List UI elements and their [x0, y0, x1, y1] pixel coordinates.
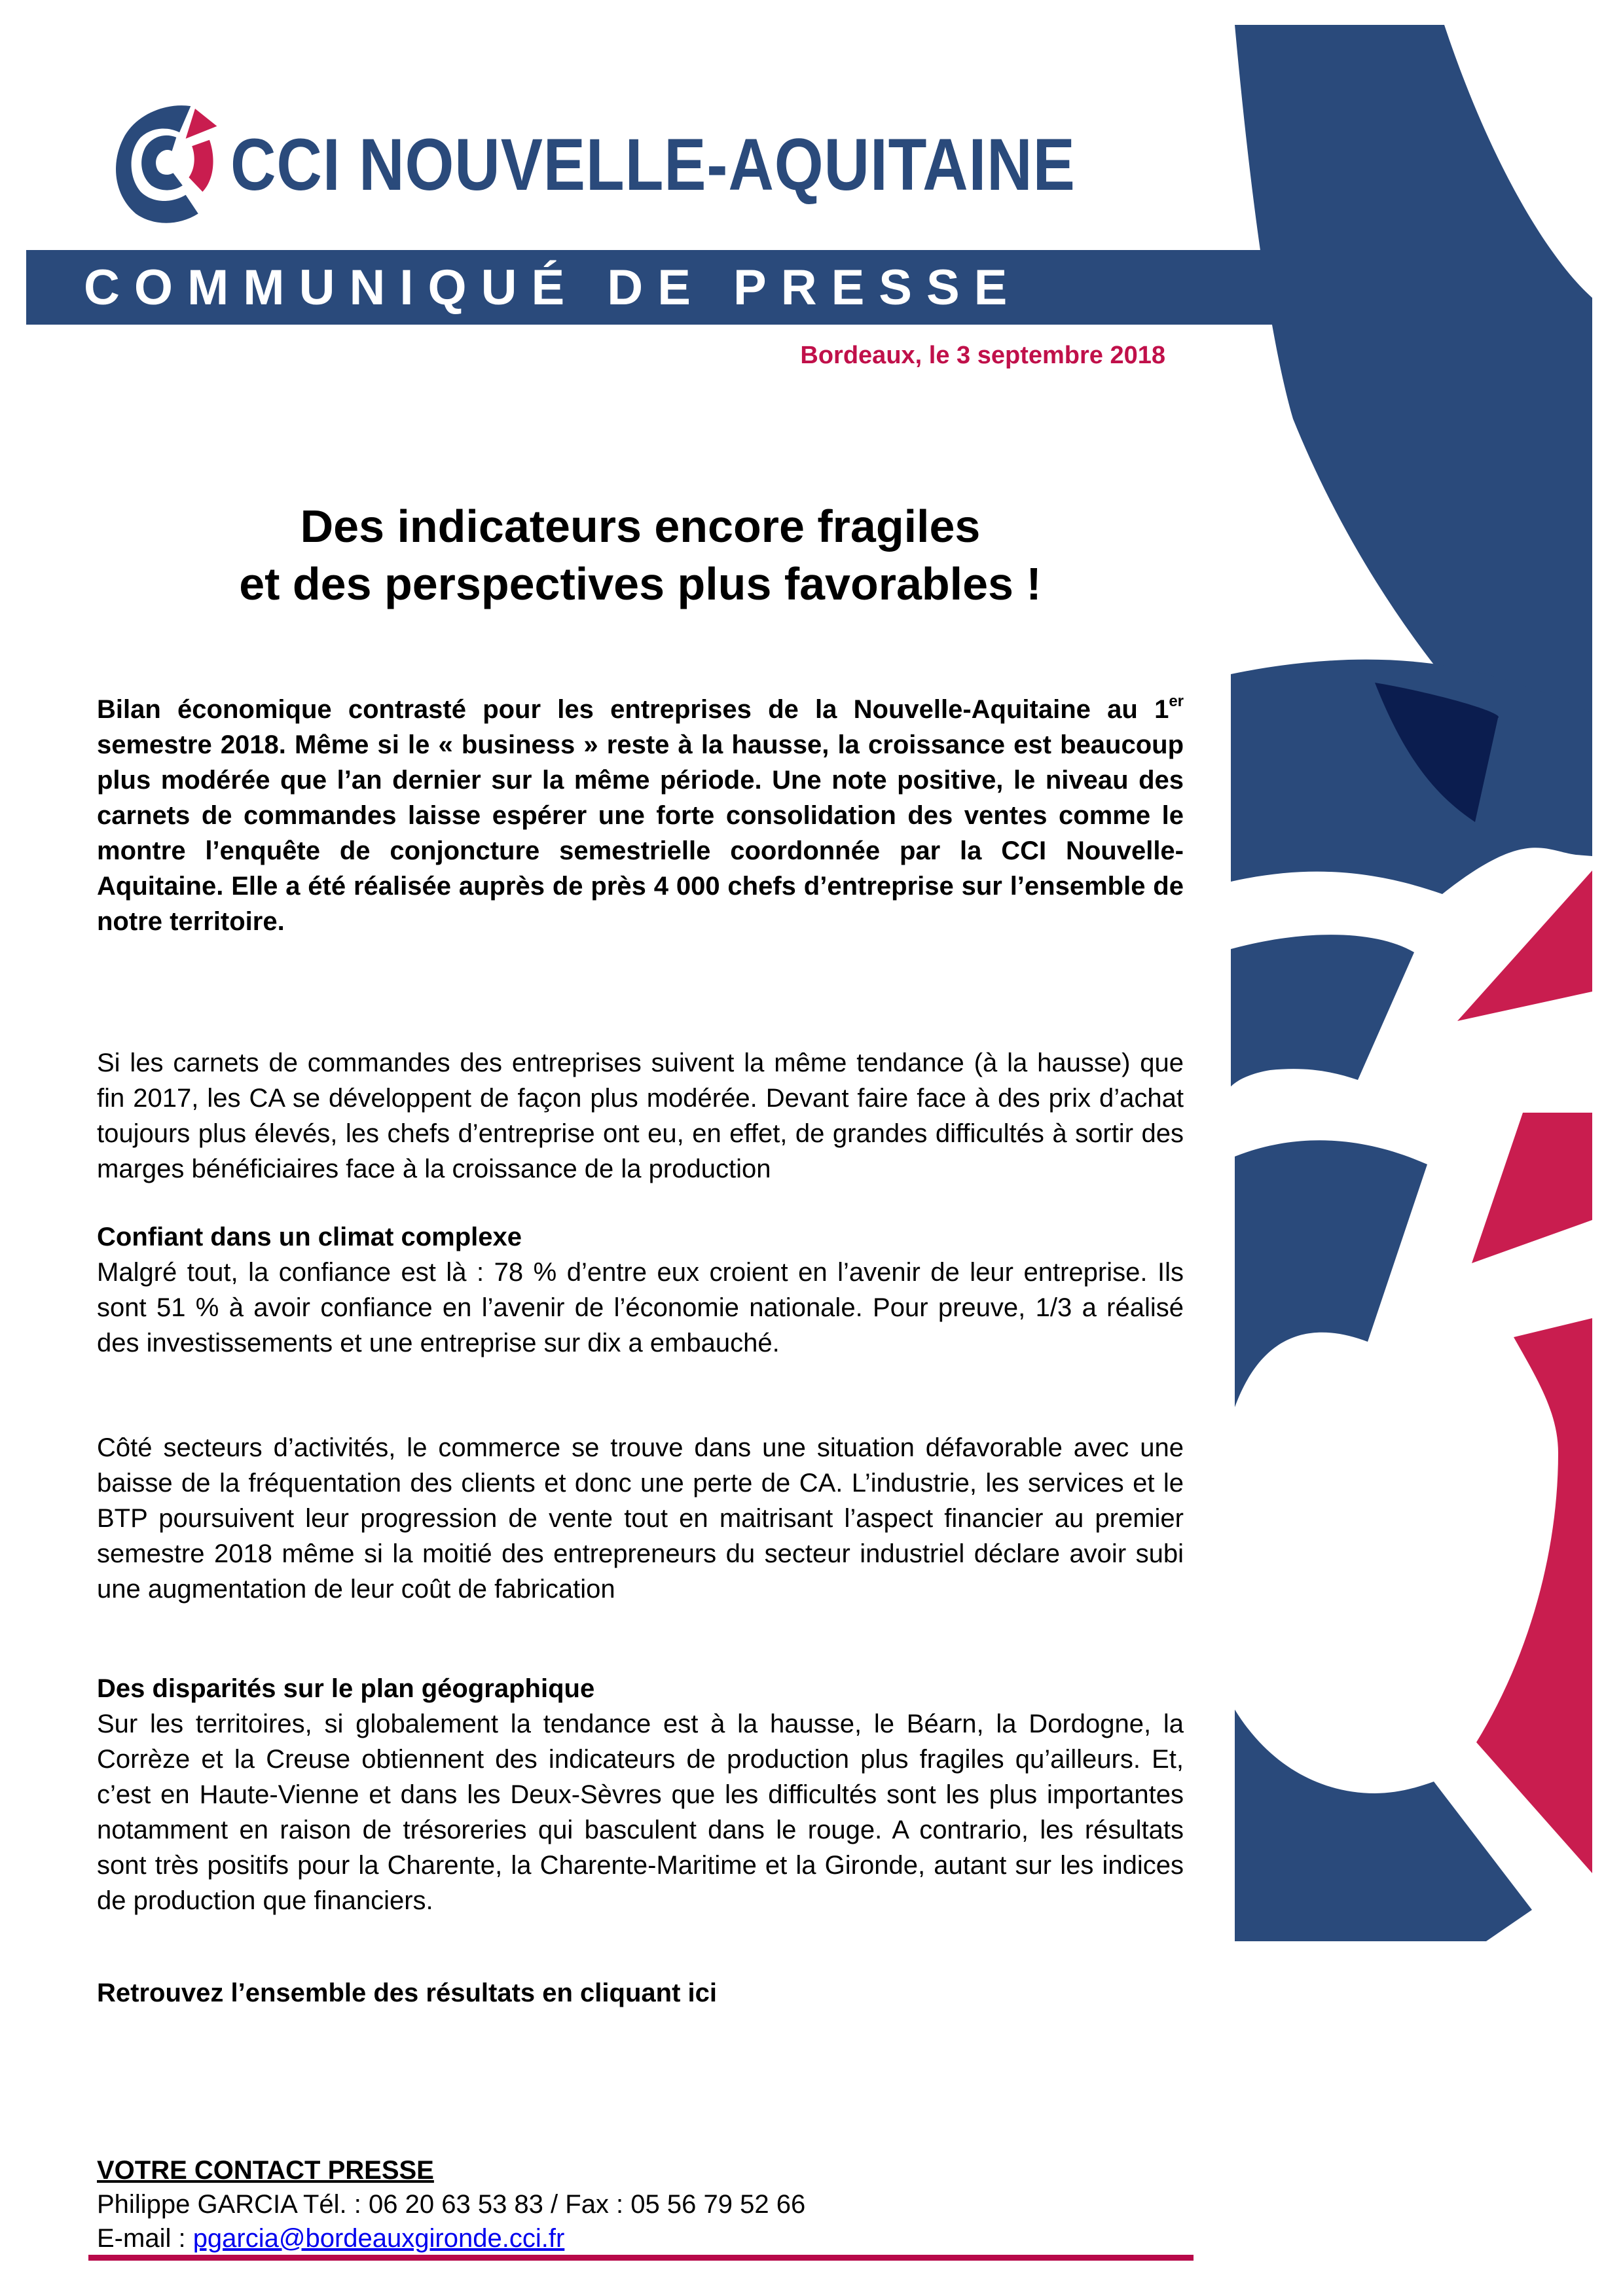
paragraph-sectors	[97, 1430, 1184, 1607]
results-link[interactable]: Retrouvez l’ensemble des résultats en cliquant ici	[97, 1979, 717, 2007]
deco-blue-arc-lower	[1235, 1140, 1427, 1407]
deco-red-wedge-top	[1457, 870, 1592, 1021]
email-link[interactable]: pgarcia@bordeauxgironde.cci.fr	[192, 2224, 565, 2253]
section-confidence-heading: Confiant dans un climat complexe	[97, 1223, 522, 1251]
press-contact	[97, 2153, 805, 2255]
section-confidence	[97, 1219, 1184, 1361]
lead-text-part2: semestre 2018. Même si le « business » reste à la hausse, la croissance est beaucoup plus modérée que l’an dernier sur la même période. Une note positive, le niveau des carnets de commandes laisse espérer une forte consolidation des ventes comme le montre l’enquête de conjoncture semestrielle coordonnée par la CCI Nouvelle-Aquitaine. Elle a été réalisée auprès de près 4 000 chefs d’entreprise sur l’ensemble de notre territoire.	[97, 730, 1184, 936]
lead-superscript: er	[1169, 692, 1184, 710]
section-geography-heading: Des disparités sur le plan géographique	[97, 1674, 595, 1703]
deco-red-arc-lower	[1476, 1318, 1592, 1873]
email-label: E-mail :	[97, 2224, 193, 2253]
title-line-1: Des indicateurs encore fragiles	[300, 501, 981, 552]
footer-divider	[88, 2255, 1194, 2261]
logo-wordmark: CCI NOUVELLE-AQUITAINE	[230, 124, 1076, 206]
logo-inner-c	[141, 135, 183, 190]
logo-red-arc	[189, 140, 213, 192]
paragraph-orders	[97, 1045, 1184, 1187]
contact-email-line	[97, 2221, 805, 2255]
paragraph-sectors-text: Côté secteurs d’activités, le commerce se trouve dans une situation défavorable avec une baisse de la fréquentation des clients et donc une perte de CA. L’industrie, les services et le BTP poursuivent leur progression de vente tout en maitrisant l’aspect financier au premier semestre 2018 même si la moitié des entrepreneurs du secteur industriel déclare avoir subi une augmentation de leur coût de fabrication	[97, 1433, 1184, 1604]
results-link-paragraph	[97, 1975, 1184, 2011]
deco-red-wedge-middle	[1472, 1113, 1592, 1263]
title-line-2: et des perspectives plus favorables !	[239, 558, 1042, 609]
contact-phone-line: Philippe GARCIA Tél. : 06 20 63 53 83 / Fax : 05 56 79 52 66	[97, 2190, 806, 2219]
lead-text-part1: Bilan économique contrasté pour les entreprises de la Nouvelle-Aquitaine au 1	[97, 695, 1169, 724]
release-date: Bordeaux, le 3 septembre 2018	[800, 342, 1165, 369]
banner-label: COMMUNIQUÉ DE PRESSE	[84, 260, 1022, 315]
lead-paragraph	[97, 692, 1184, 939]
paragraph-orders-text: Si les carnets de commandes des entreprises suivent la même tendance (à la hausse) que fin 2017, les CA se développent de façon plus modérée. Devant faire face à des prix d’achat toujours plus élevés, les chefs d’entreprise ont eu, en effet, de grandes difficultés à sortir des marges bénéficiaires face à la croissance de la production	[97, 1049, 1184, 1183]
section-geography	[97, 1671, 1184, 1918]
cci-logo-mark	[98, 98, 236, 229]
contact-heading: VOTRE CONTACT PRESSE	[97, 2156, 434, 2185]
section-geography-text: Sur les territoires, si globalement la tendance est à la hausse, le Béarn, la Dordogne, la Corrèze et la Creuse obtiennent des indicateurs de production plus fragiles qu’ailleurs. Et, c’est en Haute-Vienne et dans les Deux-Sèvres que les difficultés sont les plus importantes notamment en raison de trésoreries qui basculent dans le rouge. A contrario, les résultats sont très positifs pour la Charente, la Charente-Maritime et la Gironde, autant sur les indices de production que financiers.	[97, 1710, 1184, 1915]
logo-red-top	[186, 109, 217, 139]
deco-blue-arc-inner	[1231, 935, 1414, 1086]
logo-outer-c	[116, 105, 198, 223]
section-confidence-text: Malgré tout, la confiance est là : 78 % d’entre eux croient en l’avenir de leur entreprise. Ils sont 51 % à avoir confiance en l’avenir de l’économie nationale. Pour preuve, 1/3 a réalisé des investissements et une entreprise sur dix a embauché.	[97, 1258, 1184, 1357]
page-title	[97, 497, 1184, 613]
